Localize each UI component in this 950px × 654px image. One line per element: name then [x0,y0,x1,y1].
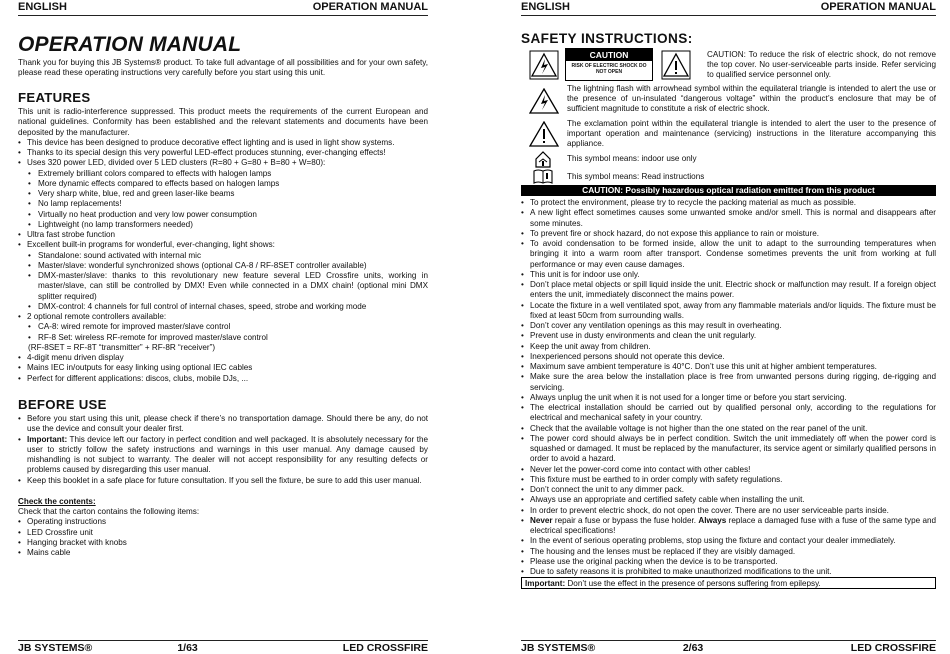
epilepsy-warning-box [521,577,936,589]
header-language: ENGLISH [521,1,570,13]
list-item: • Perfect for different applications: discos, clubs, mobile DJs, ... [18,374,428,384]
never-label: Never [530,515,553,525]
features-list-2 [18,230,428,251]
list-item [521,516,936,537]
before-use-heading: BEFORE USE [18,397,107,412]
features-list [18,138,428,169]
list-item: • In order to prevent electric shock, do not open the cover. There are no user serviceable parts inside. [521,506,936,516]
lightning-explanation: The lightning flash with arrowhead symbol within the equilateral triangle is intended to alert the use or the presence of un-insulated “dangerous voltage” within the product’s enclosure that may be of sufficient magnitude to constitute a risk of electric shock. [567,84,936,114]
safety-list [521,198,936,516]
list-item: • Before you start using this unit, please check if there’s no transportation damage. Should there be any, do not use the device and consult your dealer first. [18,414,428,435]
caution-small-text: RISK OF ELECTRIC SHOCK DO NOT OPEN [571,63,647,75]
list-item: • Keep this booklet in a safe place for future consultation. If you sell the fixture, be sure to add this user manual. [18,476,428,486]
important-text: This device left our factory in perfect condition and well packaged. It is absolutely necessary for the user to strictly follow the safety instructions and warnings in this user manual. Any damage caused by mishandling is not subject to warranty. The dealer will not accept responsibility for any resulting defects or problems caused by disregarding this user manual. [27,434,428,475]
list-item: • No lamp replacements! [18,199,428,209]
lightning-triangle-icon [529,88,559,114]
never-text: repair a fuse or bypass the fuse holder. [552,515,699,525]
list-item: • Uses 320 power LED, divided over 5 LED clusters (R=80 + G=80 + B=80 + W=80): [18,158,428,168]
list-item: • The power cord should always be in perfect condition. Switch the unit immediately off when the power cord is squashed or damaged. It must be replaced by the manufacturer, its service agent or similarly qualified persons in order to avoid a hazard. [521,434,936,465]
footer-brand: JB SYSTEMS® [18,642,93,654]
list-item: • Virtually no heat production and very low power consumption [18,210,428,220]
safety-heading: SAFETY INSTRUCTIONS: [521,31,693,46]
list-item: • Master/slave: wonderful synchronized shows (optional CA-8 / RF-8SET controller available) [18,261,428,271]
list-item: • Locate the fixture in a well ventilated spot, away from any flammable materials and/or liquids. The fixture must be fixed at least 50cm from surrounding walls. [521,301,936,322]
list-item: • Please use the original packing when the device is to be transported. [521,557,936,567]
list-item: • Prevent use in dusty environments and clean the unit regularly. [521,331,936,341]
header-title: OPERATION MANUAL [820,1,936,13]
list-item: • A new light effect sometimes causes some unwanted smoke and/or smell. This is normal and disappears after some minutes. [521,208,936,229]
list-item [18,435,428,476]
programs-list [18,251,428,313]
list-item: • Don’t connect the unit to any dimmer pack. [521,485,936,495]
list-item: • To avoid condensation to be formed inside, allow the unit to adapt to the surrounding temperatures when bringing it into a warm room after transport. Condense sometimes prevents the unit from working at full performance or may even cause damages. [521,239,936,270]
list-item: • Inexperienced persons should not operate this device. [521,352,936,362]
list-item: • CA-8: wired remote for improved master/slave control [18,322,428,332]
list-item: • Never let the power-cord come into contact with other cables! [521,465,936,475]
exclamation-explanation: The exclamation point within the equilateral triangle is intended to alert the user to the presence of important operation and maintenance (servicing) instructions in the literature accompanying this appliance. [567,119,936,149]
page-footer [18,640,428,654]
indoor-house-icon [534,150,552,168]
features-section [18,90,428,384]
list-item: • Don’t cover any ventilation openings as this may result in overheating. [521,321,936,331]
page-number: 1/63 [177,642,198,654]
safety-list-2 [521,536,936,577]
before-use-section [18,397,428,558]
list-item: • Hanging bracket with knobs [18,538,428,548]
page-right [521,0,936,654]
features-list-4 [18,353,428,384]
list-item: • Extremely brilliant colors compared to effects with halogen lamps [18,169,428,179]
list-item: • The housing and the lenses must be replaced if they are visibly damaged. [521,547,936,557]
list-item: • 4-digit menu driven display [18,353,428,363]
always-text: replace a damaged fuse with a fuse of the same type and electrical specifications! [530,515,937,535]
list-item: • Mains cable [18,548,428,558]
list-item: • DMX-master/slave: thanks to this revolutionary new feature several LED Crossfire units, working in master/slave, can still be controlled by DMX! Even while connected in a DMX chain! (optional mini DMX splitter required) [18,271,428,302]
exclamation-warning-icon [661,50,691,80]
exclamation-triangle-icon [529,121,559,147]
list-item: • This fixture must be earthed to in order comply with safety regulations. [521,475,936,485]
list-item: • Standalone: sound activated with internal mic [18,251,428,261]
remote-note: (RF-8SET = RF-8T “transmitter” + RF-8R “receiver”) [28,342,216,352]
footer-product: LED CROSSFIRE [342,642,428,654]
check-contents-intro: Check that the carton contains the following items: [18,507,200,516]
footer-brand: JB SYSTEMS® [521,642,596,654]
list-item: • To protect the environment, please try to recycle the packing material as much as possible. [521,198,936,208]
read-symbol-text: This symbol means: Read instructions [567,172,705,181]
list-item: • Keep the unit away from children. [521,342,936,352]
led-benefits-list [18,169,428,231]
list-item: • To prevent fire or shock hazard, do not expose this appliance to rain or moisture. [521,229,936,239]
list-item: • Due to safety reasons it is prohibited to make unauthorized modifications to the unit. [521,567,936,577]
page-number: 2/63 [682,642,704,654]
list-item: • Always unplug the unit when it is not used for a longer time or before you start servicing. [521,393,936,403]
always-label: Always [698,515,727,525]
list-item: • LED Crossfire unit [18,528,428,538]
list-item: • This device has been designed to produce decorative effect lighting and is used in light show systems. [18,138,428,148]
list-item: • This unit is for indoor use only. [521,270,936,280]
caution-label: CAUTION [566,49,652,61]
caution-text: CAUTION: To reduce the risk of electric shock, do not remove the top cover. No user-serviceable parts inside. Refer servicing to qualified service personnel only. [707,50,936,80]
indoor-symbol-text: This symbol means: indoor use only [567,154,697,163]
page-header [18,0,428,16]
page-title: OPERATION MANUAL [18,33,242,56]
page-footer [521,640,936,654]
features-intro: This unit is radio-interference suppressed. This product meets the requirements of the current European and national guidelines. Conformity has been established and the relevant statements and documents have been deposited by the manufacturer. [18,107,428,137]
intro-text: Thank you for buying this JB Systems® product. To take full advantage of all possibilities and for your own safety, please read these operating instructions very carefully before you start using this unit. [18,58,428,78]
check-contents-heading: Check the contents: [18,496,96,506]
list-item: • Operating instructions [18,517,428,527]
list-item: • RF-8 Set: wireless RF-remote for improved master/slave control [18,333,428,343]
page-left [18,0,428,654]
caution-label-box [565,48,653,81]
list-item: • Check that the available voltage is not higher than the one stated on the rear panel of the unit. [521,424,936,434]
list-item: • Always use an appropriate and certified safety cable when installing the unit. [521,495,936,505]
list-item: • More dynamic effects compared to effects based on halogen lamps [18,179,428,189]
remotes-list [18,322,428,343]
page-header [521,0,936,16]
read-book-icon [533,168,553,184]
list-item: • The electrical installation should be carried out by qualified personal only, according to the regulations for electrical and mechanical safety in your country. [521,403,936,424]
list-item: • Lightweight (no lamp transformers needed) [18,220,428,230]
safety-list-section [521,198,936,589]
list-item: • Maximum save ambient temperature is 40°C. Don’t use this unit at higher ambient temperatures. [521,362,936,372]
important-label: Important: [525,579,566,589]
epilepsy-text: Don’t use the effect in the presence of persons suffering from epilepsy. [565,579,821,589]
list-item: • Very sharp white, blue, red and green laser-like beams [18,189,428,199]
list-item: • In the event of serious operating problems, stop using the fixture and contact your dealer immediately. [521,536,936,546]
features-heading: FEATURES [18,90,91,105]
list-item: • Mains IEC in/outputs for easy linking using optional IEC cables [18,363,428,373]
features-list-3 [18,312,428,322]
footer-product: LED CROSSFIRE [850,642,936,654]
list-item: • Excellent built-in programs for wonderful, ever-changing, light shows: [18,240,428,250]
optical-radiation-caution-bar: CAUTION: Possibly hazardous optical radiation emitted from this product [521,185,936,196]
lightning-warning-icon [529,50,559,80]
list-item: • Thanks to its special design this very powerful LED-effect produces stunning, ever-changing effects! [18,148,428,158]
header-title: OPERATION MANUAL [312,1,428,13]
list-item: • Don’t place metal objects or spill liquid inside the unit. Electric shock or malfunction may result. If a foreign object enters the unit, immediately disconnect the mains power. [521,280,936,301]
list-item: • Ultra fast strobe function [18,230,428,240]
header-language: ENGLISH [18,1,67,13]
contents-list [18,517,428,558]
list-item: • DMX-control: 4 channels for full control of internal chases, speed, strobe and working mode [18,302,428,312]
important-label: Important: [27,434,68,444]
list-item: • Make sure the area below the installation place is free from unwanted persons during rigging, de-rigging and servicing. [521,372,936,393]
list-item: • 2 optional remote controllers available: [18,312,428,322]
